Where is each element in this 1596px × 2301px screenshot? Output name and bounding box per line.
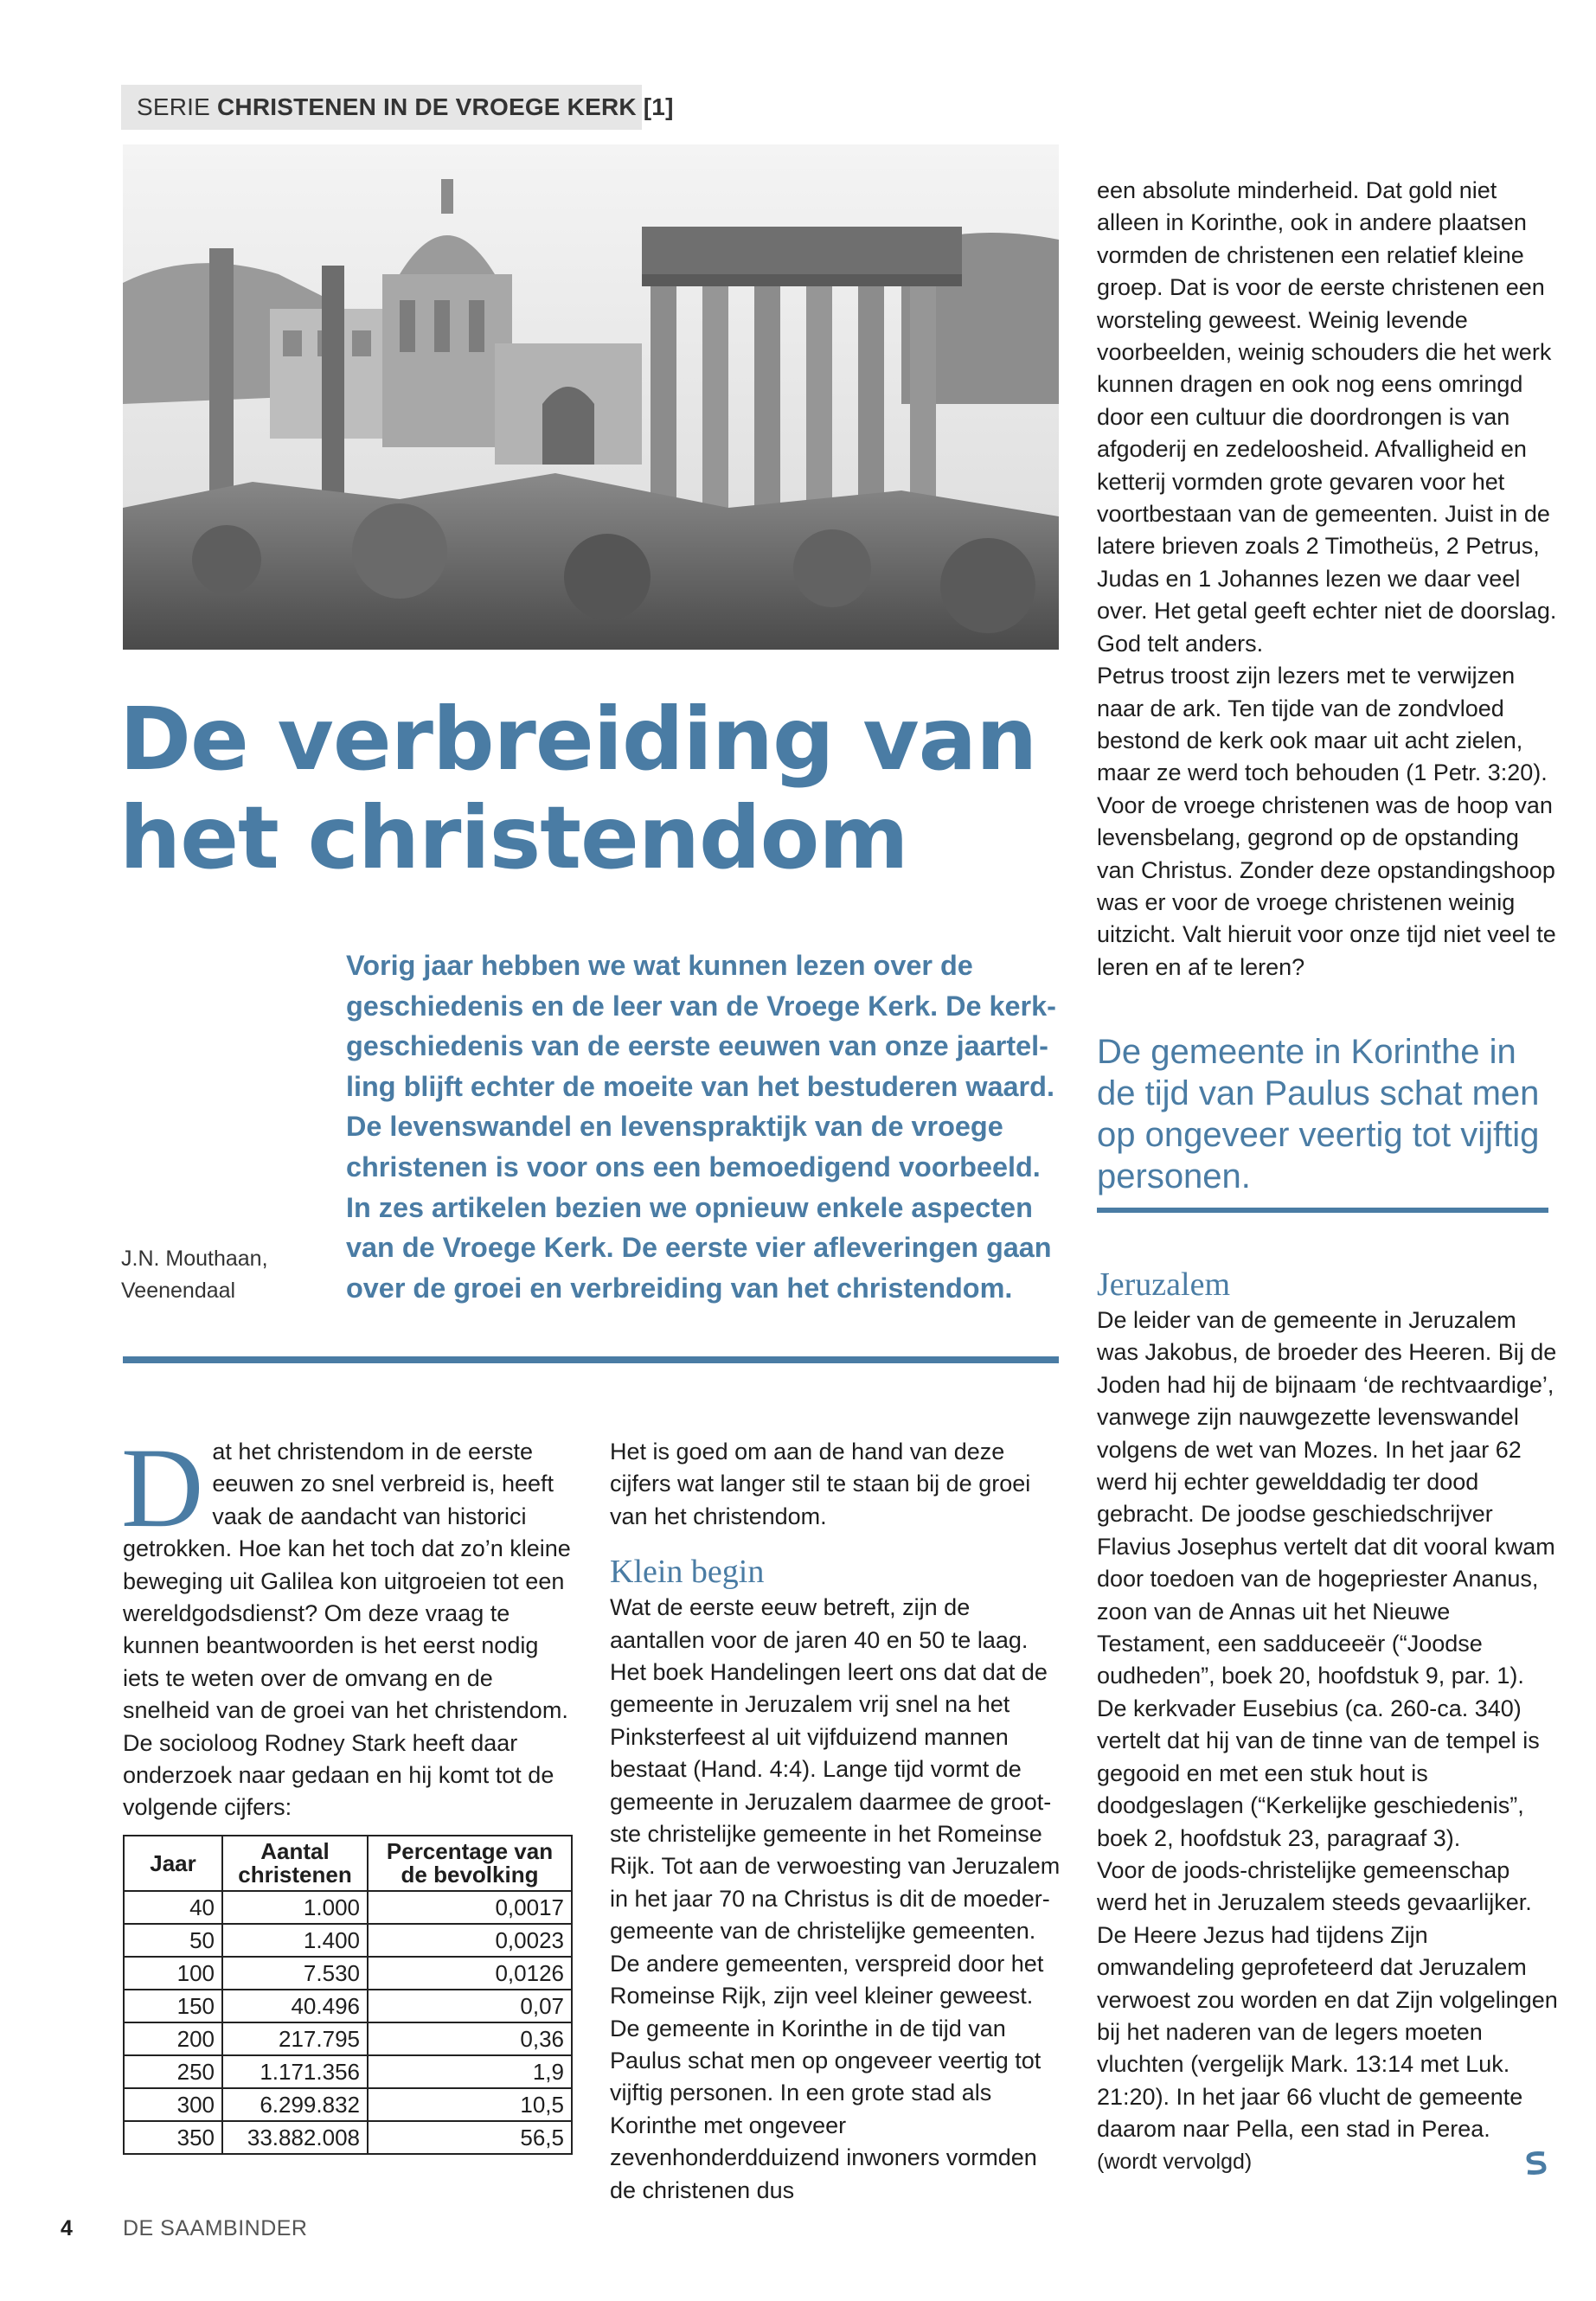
table-header: Aantal christenen xyxy=(222,1836,368,1891)
table-cell: 1.000 xyxy=(222,1891,368,1924)
author-place: Veenendaal xyxy=(121,1279,236,1303)
column-3-paragraph-3: De leider van de gemeente in Jeruzalem was Jakobus, de broeder des Heeren. Bij de Joden had hij de bijnaam ‘de rechtvaardige’, vanwege zijn nauwgezette levenswandel volgens de wet van Mozes. In het jaar 62 werd hij echter gewelddadig ter dood gebracht. De joodse geschiedschrijver Flavius Josephus vertelt dat dit vooral kwam door toedoen van de hogepriester Ananus, zoon van de Annas uit het Nieuwe Testament, een sadduceeër (“Joodse oudheden”, boek 20, hoofdstuk 9, par. 1). De kerkvader Eusebius (ca. 260-ca. 340) vertelt dat hij van de tinne van de tempel is gegooid en met een stuk hout is doodgeslagen (“Kerkelijke geschiedenis”, boek 2, hoofdstuk 23, paragraaf 3). xyxy=(1097,1307,1557,1851)
table-row xyxy=(124,1924,572,1957)
table-cell: 10,5 xyxy=(368,2088,572,2121)
table-cell: 217.795 xyxy=(222,2022,368,2055)
column-1 xyxy=(121,1424,574,1824)
column-3-top xyxy=(1097,175,1560,984)
table-cell: 300 xyxy=(124,2088,222,2121)
column-3-paragraph-1: een absolute minderheid. Dat gold niet alleen in Korinthe, ook in andere plaatsen vormden de christenen een relatief kleine groep. Dat is voor de eerste christenen een worsteling geweest. Weinig levende voorbeelden, weinig schouders die het werk kunnen dragen en ook nog eens omringd door een cultuur die doordrongen is van afgoderij en zedeloosheid. Afvalligheid en ketterij vormden grote gevaren voor het voortbestaan van de gemeenten. Juist in de latere brieven zoals 2 Timotheüs, 2 Petrus, Judas en 1 Johannes lezen we daar veel over. Het getal geeft echter niet de doorslag. God telt anders. xyxy=(1097,177,1557,657)
table-cell: 0,07 xyxy=(368,1990,572,2022)
table-cell: 6.299.832 xyxy=(222,2088,368,2121)
table-cell: 50 xyxy=(124,1924,222,1957)
column-2 xyxy=(610,1436,1064,2207)
table-cell: 40.496 xyxy=(222,1990,368,2022)
publication-name: DE SAAMBINDER xyxy=(123,2216,308,2240)
series-prefix: SERIE xyxy=(137,93,211,120)
table-row xyxy=(124,1957,572,1990)
growth-table xyxy=(123,1835,573,2155)
table-row xyxy=(124,2088,572,2121)
heading-jeruzalem: Jeruzalem xyxy=(1097,1266,1231,1303)
followup-note: (wordt vervolgd) xyxy=(1097,2149,1253,2174)
table-cell: 40 xyxy=(124,1891,222,1924)
table-row xyxy=(124,2022,572,2055)
title-line-1: De verbreiding van xyxy=(119,689,1037,790)
column-3-bottom xyxy=(1097,1265,1560,2178)
saambinder-end-icon xyxy=(1525,2150,1548,2175)
drop-cap: D xyxy=(121,1424,204,1551)
page-number: 4 xyxy=(61,2216,73,2240)
author-byline xyxy=(121,1243,320,1307)
table-header: Percentage van de bevolking xyxy=(368,1836,572,1891)
roman-forum-photo xyxy=(123,144,1059,650)
pull-quote: De gemeente in Korinthe in de tijd van Paulus schat men op ongeveer veertig tot vijftig personen. xyxy=(1097,1033,1540,1195)
pull-quote-rule xyxy=(1097,1208,1548,1213)
table-cell: 200 xyxy=(124,2022,222,2055)
table-cell: 1.171.356 xyxy=(222,2055,368,2088)
intro-lead: Vorig jaar hebben we wat kunnen lezen over de geschiedenis en de leer van de Vroege Kerk. De kerk-geschiedenis van de eerste eeuwen van onze jaartel-ling blijft echter de moeite van het bestuderen waard. De levenswandel en levenspraktijk van de vroege christenen is voor ons een bemoedigend voorbeeld. In zes artikelen bezien we opnieuw enkele aspecten van de Vroege Kerk. De eerste vier afleveringen gaan over de groei en verbreiding van het christendom. xyxy=(346,950,1056,1304)
section-divider xyxy=(123,1356,1059,1363)
column-2-paragraph: Wat de eerste eeuw betreft, zijn de aantallen voor de jaren 40 en 50 te laag. Het boek Handelingen leert ons dat dat de gemeente in Jeruzalem vrij snel na het Pinksterfeest al uit vijfduizend mannen bestaat (Hand. 4:4). Lange tijd vormt de gemeente in Jeruzalem daarmee de groot-ste christelijke gemeente in het Romeinse Rijk. Tot aan de verwoesting van Jeruzalem in het jaar 70 na Christus is dit de moeder-gemeente van de christelijke gemeenten. De andere gemeenten, verspreid door het Romeinse Rijk, zijn veel kleiner geweest. De gemeente in Korinthe in de tijd van Paulus schat men op ongeveer veertig tot vijftig personen. In een grote stad als Korinthe met ongeveer zevenhonderdduizend inwoners vormden de christenen dus xyxy=(610,1594,1061,2203)
author-name: J.N. Mouthaan, xyxy=(121,1247,268,1271)
table-cell: 100 xyxy=(124,1957,222,1990)
table-row xyxy=(124,2121,572,2154)
table-cell: 1.400 xyxy=(222,1924,368,1957)
series-name: CHRISTENEN IN DE VROEGE KERK [1] xyxy=(217,93,674,120)
series-label xyxy=(121,85,674,130)
article-title xyxy=(119,690,1071,888)
table-row xyxy=(124,1990,572,2022)
column-3-paragraph-4: Voor de joods-christelijke gemeenschap werd het in Jeruzalem steeds gevaarlijker. De Heere Jezus had tijdens Zijn omwandeling geprofeteerd dat Jeruzalem verwoest zou worden en dat Zijn volgelingen bij het naderen van de legers moeten vluchten (vergelijk Mark. 13:14 met Luk. 21:20). In het jaar 66 vlucht de gemeente daarom naar Pella, een stad in Perea. xyxy=(1097,1856,1558,2143)
table-header-row xyxy=(124,1836,572,1891)
column-3-paragraph-2: Petrus troost zijn lezers met te verwijzen naar de ark. Ten tijde van de zondvloed bestond de kerk ook maar uit acht zielen, maar ze werd toch behouden (1 Petr. 3:20). Voor de vroege christenen was de hoop van levensbelang, gegrond op de opstanding van Christus. Zonder deze opstandingshoop was er voor de vroege christenen weinig uitzicht. Valt hieruit voor onze tijd niet veel te leren en af te leren? xyxy=(1097,663,1556,980)
table-row xyxy=(124,2055,572,2088)
table-header: Jaar xyxy=(124,1836,222,1891)
title-line-2: het christendom xyxy=(119,787,908,888)
table-cell: 250 xyxy=(124,2055,222,2088)
table-row xyxy=(124,1891,572,1924)
table-cell: 150 xyxy=(124,1990,222,2022)
column-2-intro: Het is goed om aan de hand van deze cijfers wat langer stil te staan bij de groei van het christendom. xyxy=(610,1439,1031,1529)
column-1-paragraph: at het christendom in de eerste eeuwen zo snel verbreid is, heeft vaak de aandacht van historici getrokken. Hoe kan het toch dat zo’n kleine beweging uit Galilea kon uitgroeien tot een wereldgodsdienst? Om deze vraag te kunnen beantwoorden is het eerst nodig iets te weten over de omvang en de snelheid van de groei van het christendom. De socioloog Rodney Stark heeft daar onderzoek naar gedaan en hij komt tot de volgende cijfers: xyxy=(123,1439,571,1821)
ruins-illustration xyxy=(123,144,1059,650)
table-cell: 56,5 xyxy=(368,2121,572,2154)
table-cell: 1,9 xyxy=(368,2055,572,2088)
table-cell: 350 xyxy=(124,2121,222,2154)
table-cell: 0,0126 xyxy=(368,1957,572,1990)
heading-klein-begin: Klein begin xyxy=(610,1554,765,1591)
table-cell: 0,0017 xyxy=(368,1891,572,1924)
table-cell: 0,0023 xyxy=(368,1924,572,1957)
table-cell: 7.530 xyxy=(222,1957,368,1990)
table-cell: 33.882.008 xyxy=(222,2121,368,2154)
table-cell: 0,36 xyxy=(368,2022,572,2055)
